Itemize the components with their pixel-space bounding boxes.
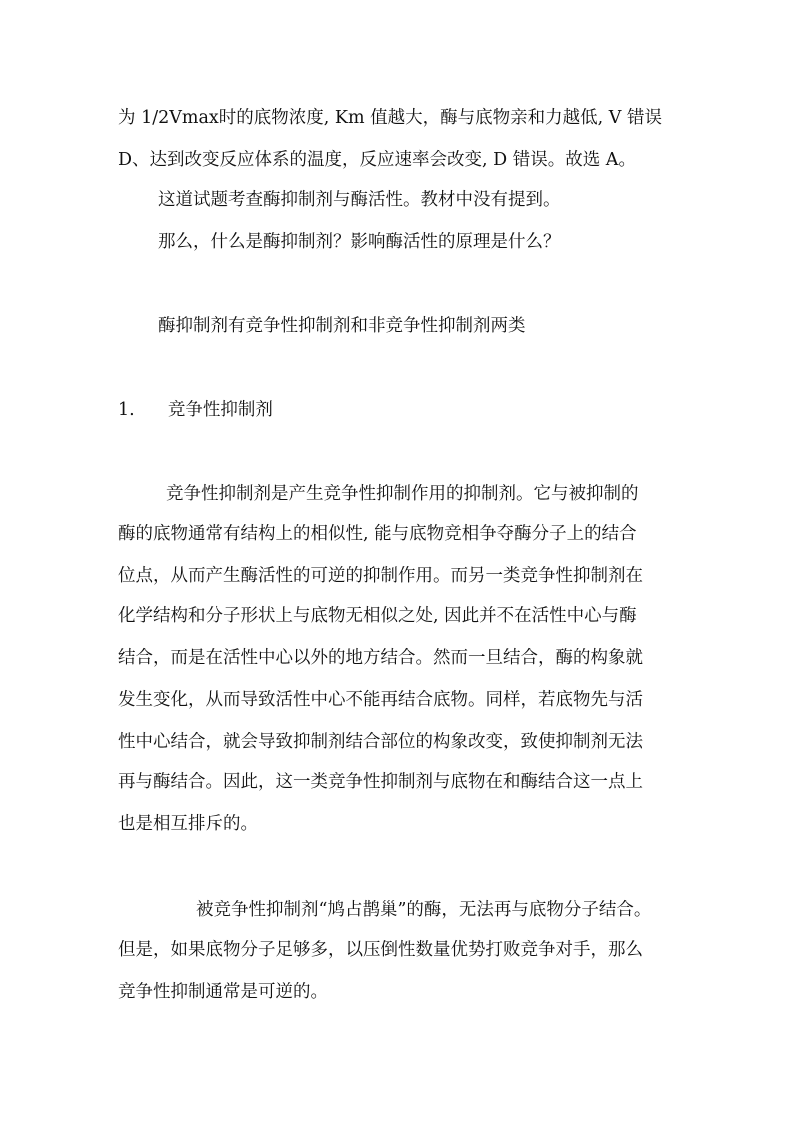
- paragraph-line: 发生变化，从而导致活性中心不能再结合底物。同样，若底物先与活: [118, 690, 643, 710]
- paragraph-line: 酶的底物通常有结构上的相似性, 能与底物竞相争夺酶分子上的结合: [118, 524, 637, 544]
- paragraph-line: 再与酶结合。因此，这一类竞争性抑制剂与底物在和酶结合这一点上: [118, 772, 643, 792]
- paragraph-line: 性中心结合，就会导致抑制剂结合部位的构象改变，致使抑制剂无法: [118, 732, 643, 752]
- paragraph-line: 也是相互排斥的。: [118, 814, 258, 834]
- paragraph-line: 但是，如果底物分子足够多，以压倒性数量优势打败竞争对手，那么: [118, 940, 643, 960]
- intro-line: 为 1/2Vmax时的底物浓度, Km 值越大，酶与底物亲和力越低, V 错误: [118, 108, 662, 128]
- paragraph-line: 被竞争性抑制剂“鸠占鹊巢”的酶，无法再与底物分子结合。: [196, 900, 652, 920]
- section-intro: 酶抑制剂有竞争性抑制剂和非竞争性抑制剂两类: [158, 316, 526, 336]
- paragraph-line: 位点，从而产生酶活性的可逆的抑制作用。而另一类竞争性抑制剂在: [118, 566, 643, 586]
- paragraph-line: 结合，而是在活性中心以外的地方结合。然而一旦结合，酶的构象就: [118, 648, 643, 668]
- heading-number: 1.: [118, 400, 135, 420]
- intro-line: 这道试题考查酶抑制剂与酶活性。教材中没有提到。: [158, 190, 561, 210]
- section-heading: [118, 398, 678, 422]
- paragraph-line: 竞争性抑制剂是产生竞争性抑制作用的抑制剂。它与被抑制的: [166, 484, 639, 504]
- paragraph-line: 竞争性抑制通常是可逆的。: [118, 982, 328, 1002]
- paragraph-line: 化学结构和分子形状上与底物无相似之处, 因此并不在活性中心与酶: [118, 606, 637, 626]
- intro-line: D、达到改变反应体系的温度，反应速率会改变, D 错误。故选 A。: [118, 150, 636, 170]
- intro-line: 那么，什么是酶抑制剂？影响酶活性的原理是什么？: [158, 232, 561, 252]
- heading-title: 竞争性抑制剂: [167, 400, 273, 420]
